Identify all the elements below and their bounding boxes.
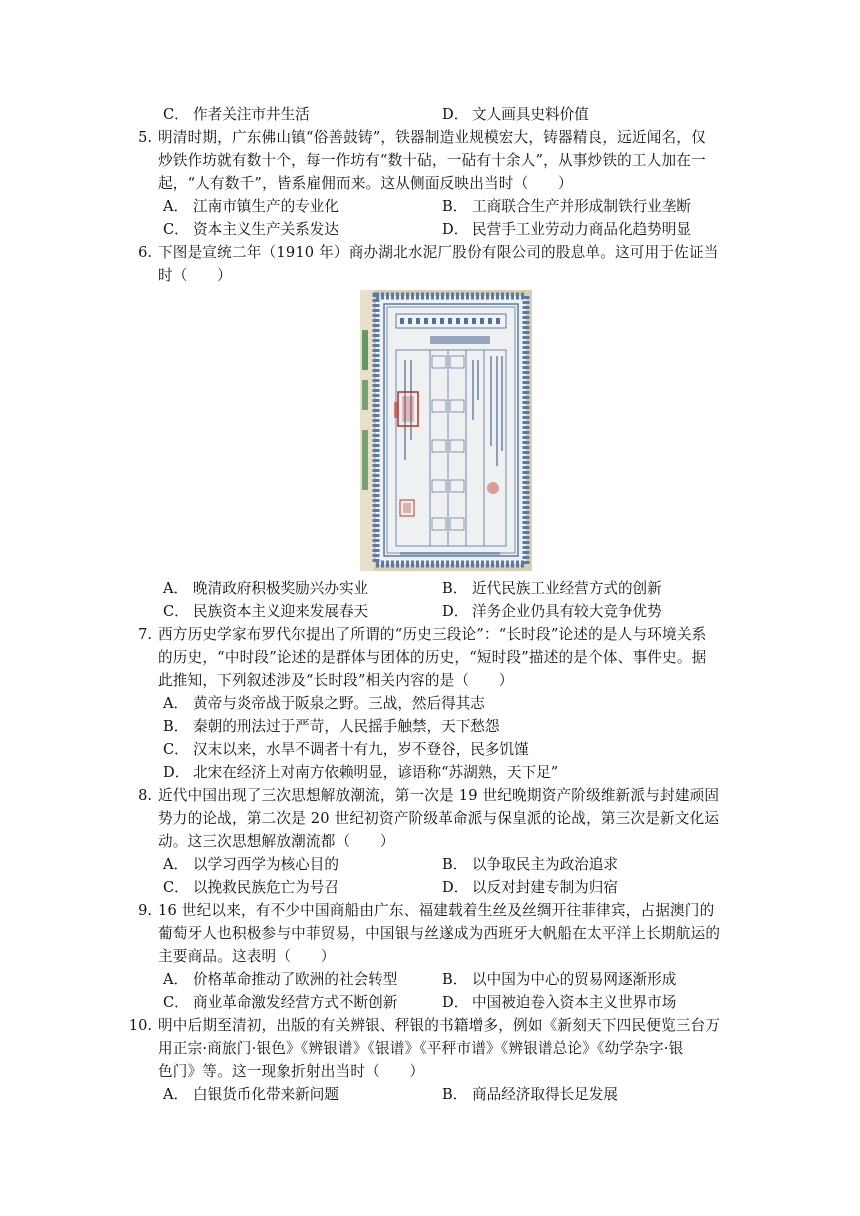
option-label: B．	[442, 580, 468, 597]
q4-option-c	[163, 104, 310, 126]
option-text: 汉末以来，水旱不调者十有九，岁不登谷，民多饥馑	[193, 741, 529, 758]
option-text: 中国被迫卷入资本主义世界市场	[472, 994, 677, 1011]
option-text: 民族资本主义迎来发展春天	[193, 603, 369, 620]
q10-stem-line: 色门》等。这一现象折射出当时（ ）	[158, 1063, 425, 1080]
q6-option-d	[442, 601, 662, 623]
option-text: 江南市镇生产的专业化	[193, 198, 339, 215]
option-label: A．	[163, 971, 189, 988]
q9-option-c	[163, 992, 397, 1014]
q7-number: 7.	[138, 626, 152, 643]
option-text: 洋务企业仍具有较大竞争优势	[472, 603, 662, 620]
q5-stem-line: 起，“人有数千”，皆系雇佣而来。这从侧面反映出当时（ ）	[158, 175, 573, 192]
q5-number: 5.	[138, 129, 152, 146]
option-label: D．	[442, 106, 469, 123]
q5-option-a	[163, 196, 339, 218]
option-label: C．	[163, 741, 189, 758]
q8-option-b	[442, 854, 618, 876]
option-text: 以争取民主为政治追求	[472, 856, 618, 873]
q8-option-d	[442, 877, 618, 899]
option-label: A．	[163, 1086, 189, 1103]
q9-option-a	[163, 969, 397, 991]
q10-option-b	[442, 1084, 618, 1106]
option-label: D．	[442, 603, 469, 620]
option-label: C．	[163, 106, 189, 123]
option-text: 黄帝与炎帝战于阪泉之野。三战，然后得其志	[193, 695, 485, 712]
option-text: 价格革命推动了欧洲的社会转型	[193, 971, 398, 988]
option-label: A．	[163, 695, 189, 712]
option-text: 文人画具史料价值	[472, 106, 589, 123]
option-text: 以学习西学为核心目的	[193, 856, 339, 873]
q4-option-d	[442, 104, 589, 126]
q9-stem-line: 主要商品。这表明（ ）	[158, 948, 336, 965]
q10-option-a	[163, 1084, 339, 1106]
q7-stem-line: 的历史，“中时段”论述的是群体与团体的历史，“短时段”描述的是个体、事件史。据	[158, 649, 707, 666]
option-text: 北宋在经济上对南方依赖明显，谚语称“苏湖熟，天下足”	[193, 764, 559, 781]
q9-option-d	[442, 992, 676, 1014]
q6-option-c	[163, 601, 368, 623]
option-label: B．	[163, 718, 189, 735]
q9-stem-line: 葡萄牙人也积极参与中菲贸易，中国银与丝遂成为西班牙大帆船在太平洋上长期航运的	[158, 925, 721, 942]
option-text: 白银货币化带来新问题	[193, 1086, 339, 1103]
option-text: 以反对封建专制为归宿	[472, 879, 618, 896]
q8-number: 8.	[138, 787, 152, 804]
option-label: C．	[163, 603, 189, 620]
q6-number: 6.	[138, 244, 152, 261]
option-label: D．	[442, 221, 469, 238]
option-label: B．	[442, 971, 468, 988]
q10-stem-line: 明中后期至清初，出版的有关辨银、秤银的书籍增多，例如《新刻天下四民便览三台万	[158, 1017, 721, 1034]
option-label: D．	[442, 879, 469, 896]
q7-stem-line: 西方历史学家布罗代尔提出了所谓的“历史三段论”：“长时段”论述的是人与环境关系	[158, 626, 707, 643]
q5-stem-line: 炒铁作坊就有数十个，每一作坊有“数十砧，一砧有十余人”，从事炒铁的工人加在一	[158, 152, 706, 169]
q7-option-b	[163, 716, 499, 738]
q7-option-d	[163, 762, 558, 784]
q5-stem-line: 明清时期，广东佛山镇“俗善鼓铸”，铁器制造业规模宏大，铸器精良，远近闻名，仅	[158, 129, 706, 146]
option-label: C．	[163, 879, 189, 896]
option-label: D．	[163, 764, 190, 781]
q9-stem-line: 16 世纪以来，有不少中国商船由广东、福建载着生丝及丝绸开往菲律宾，占据澳门的	[158, 902, 715, 919]
option-text: 以挽救民族危亡为号召	[193, 879, 339, 896]
q7-option-a	[163, 693, 485, 715]
q5-option-b	[442, 196, 691, 218]
option-text: 秦朝的刑法过于严苛，人民摇手触禁，天下愁怨	[193, 718, 500, 735]
q5-option-c	[163, 219, 339, 241]
option-text: 晚清政府积极奖励兴办实业	[193, 580, 369, 597]
q7-option-c	[163, 739, 529, 761]
option-label: A．	[163, 198, 189, 215]
q10-number: 10.	[128, 1017, 152, 1034]
option-label: A．	[163, 856, 189, 873]
option-text: 近代民族工业经营方式的创新	[472, 580, 662, 597]
option-text: 以中国为中心的贸易网逐渐形成	[472, 971, 677, 988]
q6-option-a	[163, 578, 368, 600]
q5-option-d	[442, 219, 691, 241]
option-text: 商业革命激发经营方式不断创新	[193, 994, 398, 1011]
option-label: B．	[442, 198, 468, 215]
q6-stem-line: 下图是宣统二年（1910 年）商办湖北水泥厂股份有限公司的股息单。这可用于佐证当	[158, 244, 719, 261]
option-label: C．	[163, 994, 189, 1011]
option-label: B．	[442, 856, 468, 873]
option-text: 资本主义生产关系发达	[193, 221, 339, 238]
option-label: D．	[442, 994, 469, 1011]
q6-stem-line: 时（ ）	[158, 267, 232, 284]
q9-number: 9.	[138, 902, 152, 919]
q6-option-b	[442, 578, 662, 600]
q7-stem-line: 此推知，下列叙述涉及“长时段”相关内容的是（ ）	[158, 672, 514, 689]
option-label: B．	[442, 1086, 468, 1103]
q9-option-b	[442, 969, 676, 991]
option-label: A．	[163, 580, 189, 597]
option-text: 商品经济取得长足发展	[472, 1086, 618, 1103]
q8-stem-line: 势力的论战，第二次是 20 世纪初资产阶级革命派与保皇派的论战，第三次是新文化运	[158, 810, 720, 827]
option-text: 工商联合生产并形成制铁行业垄断	[472, 198, 691, 215]
option-text: 民营手工业劳动力商品化趋势明显	[472, 221, 691, 238]
q10-stem-line: 用正宗·商旅门·银色》《辨银谱》《银谱》《平秤市谱》《辨银谱总论》《幼学杂字·银	[158, 1040, 684, 1057]
q8-stem-line: 近代中国出现了三次思想解放潮流，第一次是 19 世纪晚期资产阶级维新派与封建顽固	[158, 787, 720, 804]
option-label: C．	[163, 221, 189, 238]
dividend-certificate-image	[360, 290, 532, 571]
q8-option-a	[163, 854, 339, 876]
q8-option-c	[163, 877, 339, 899]
q8-stem-line: 动。这三次思想解放潮流都（ ）	[158, 833, 395, 850]
option-text: 作者关注市井生活	[193, 106, 310, 123]
